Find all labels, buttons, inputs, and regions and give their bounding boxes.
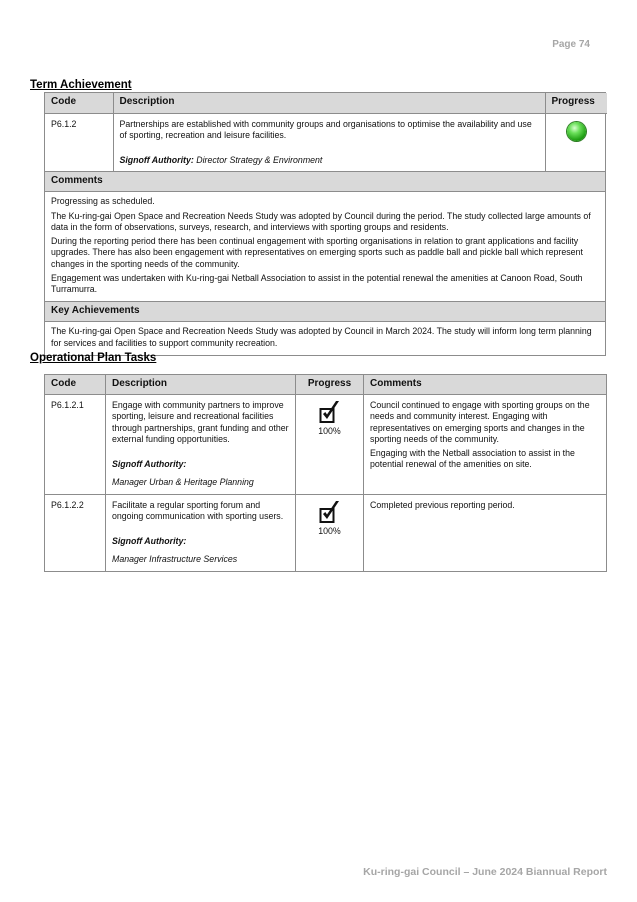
- ops-comments-header: Comments: [364, 375, 607, 395]
- term-achievement-title: Term Achievement: [30, 79, 132, 91]
- task-description: Facilitate a regular sporting forum and ongoing communication with sporting users.: [112, 499, 284, 521]
- task-comment: Completed previous reporting period.: [370, 499, 515, 510]
- green-status-icon: [567, 122, 586, 141]
- report-footer: Ku-ring-gai Council – June 2024 Biannual Report: [363, 866, 607, 878]
- task-comments-cell: [364, 395, 607, 495]
- term-header-row: [45, 93, 607, 113]
- task-description-cell: [106, 494, 296, 571]
- task-comment: Engaging with the Netball association to assist in the potential renewal of the amenities on site.: [370, 448, 575, 470]
- term-progress-header: Progress: [545, 93, 607, 113]
- ops-progress-header: Progress: [296, 375, 364, 395]
- task-comments-cell: [364, 494, 607, 571]
- page-number: Page 74: [552, 39, 590, 50]
- operational-plan-table: [44, 374, 607, 572]
- task-signoff: [112, 459, 289, 489]
- term-code-header: Code: [45, 93, 113, 113]
- ops-description-header: Description: [106, 375, 296, 395]
- checkbox-checked-icon: [319, 400, 341, 424]
- ops-header-row: [45, 375, 607, 395]
- term-achievement-block: [44, 92, 606, 356]
- comment-paragraph: Engagement was undertaken with Ku-ring-gai Netball Association to assist in the potential renewal the amenities at Canoon Road, South Turramurra.: [51, 272, 583, 294]
- key-achievements-heading: Key Achievements: [45, 301, 605, 322]
- ops-code-header: Code: [45, 375, 106, 395]
- term-description-cell: [113, 113, 545, 171]
- task-progress-cell: [296, 494, 364, 571]
- task-code: P6.1.2.1: [45, 395, 106, 495]
- comment-paragraph: During the reporting period there has been continual engagement with sporting organisations in relation to grant applications and facility upgrades. There has also been engagement with representatives on emerging sports such as paddle ball and pickle ball which represent changes in the sporting needs of the community.: [51, 236, 583, 269]
- checkbox-checked-icon: [319, 500, 341, 524]
- key-achievements-text: The Ku-ring-gai Open Space and Recreation Needs Study was adopted by Council in March 2024. The study will inform long term planning for services and facilities to support community recreation.: [51, 326, 592, 348]
- term-description: Partnerships are established with community groups and organisations to optimise the availability and use of sporting, recreation and leisure facilities.: [119, 118, 532, 140]
- term-row: [45, 113, 607, 171]
- comment-paragraph: The Ku-ring-gai Open Space and Recreation Needs Study was adopted by Council during the period. The study collected large amounts of data in the form of observations, surveys, research, and interviews with sporting groups and residents.: [51, 210, 591, 232]
- term-description-header: Description: [113, 93, 545, 113]
- task-progress-value: 100%: [318, 426, 341, 436]
- table-row: [45, 494, 607, 571]
- signoff-label: Signoff Authority:: [112, 536, 187, 546]
- term-achievement-table: [45, 93, 607, 171]
- task-signoff: [112, 536, 289, 566]
- comment-paragraph: Progressing as scheduled.: [51, 196, 155, 207]
- term-code: P6.1.2: [45, 113, 113, 171]
- signoff-value: Director Strategy & Environment: [196, 155, 323, 165]
- comments-body: [45, 192, 605, 301]
- table-row: [45, 395, 607, 495]
- term-progress-cell: [545, 113, 607, 171]
- task-description: Engage with community partners to improve sporting, leisure and recreational facilities through partnerships, grant funding and other external funding opportunities.: [112, 400, 289, 444]
- task-progress-value: 100%: [318, 525, 341, 536]
- key-achievements-body: [45, 322, 605, 355]
- comments-heading: Comments: [45, 171, 605, 192]
- term-signoff: [120, 155, 539, 166]
- task-description-cell: [106, 395, 296, 495]
- task-progress-cell: [296, 395, 364, 495]
- signoff-value: Manager Urban & Heritage Planning: [112, 477, 254, 488]
- signoff-label: Signoff Authority:: [119, 155, 194, 165]
- task-code: P6.1.2.2: [45, 494, 106, 571]
- task-comment: Council continued to engage with sporting groups on the needs and community interest. Engaging with representatives on emerging sports and changes in the sporting needs of the community.: [370, 400, 590, 444]
- operational-plan-title: Operational Plan Tasks: [30, 352, 157, 364]
- signoff-value: Manager Infrastructure Services: [112, 554, 238, 565]
- signoff-label: Signoff Authority:: [112, 459, 187, 469]
